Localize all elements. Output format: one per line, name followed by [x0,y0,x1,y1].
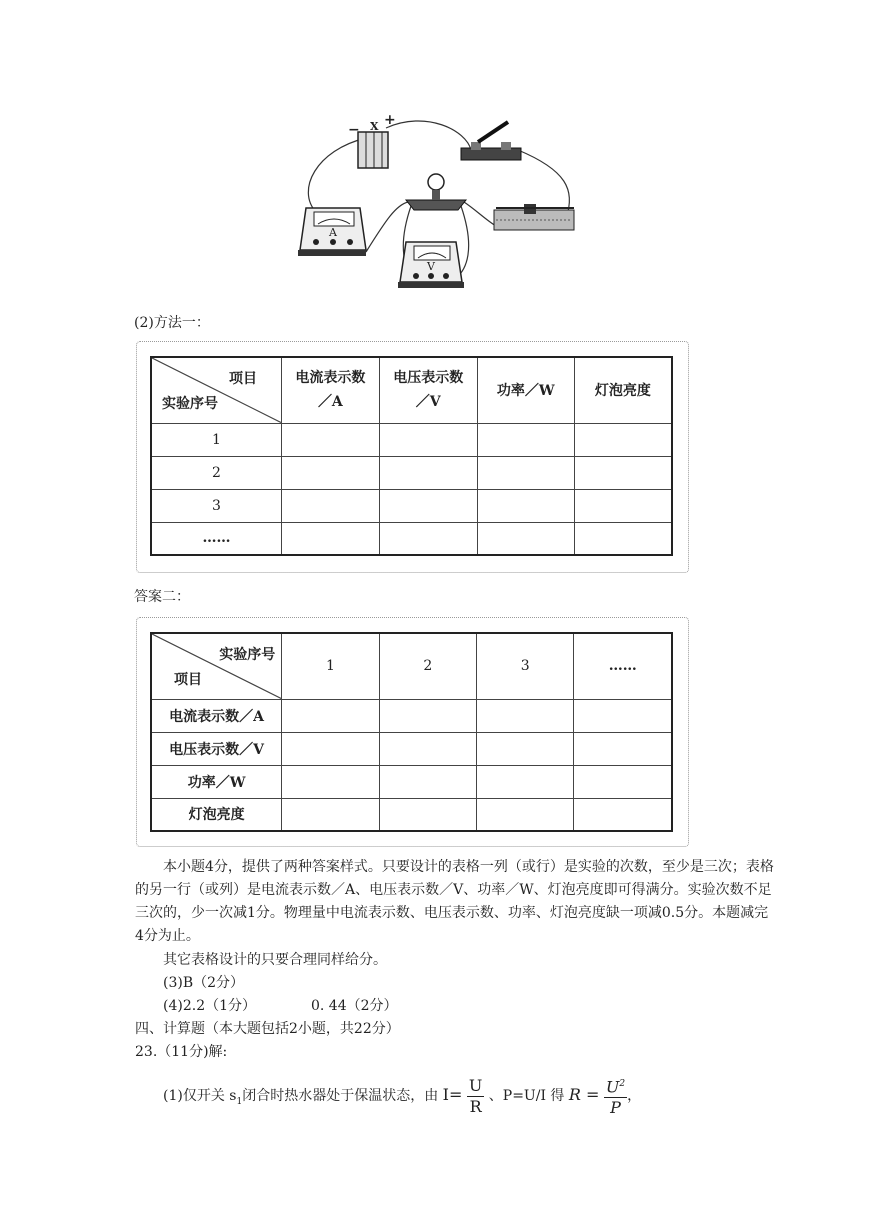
svg-text:X: X [370,120,379,133]
section-heading: 四、计算题（本大题包括2小题，共22分） [135,1021,400,1037]
table2-diag-top: 实验序号 [219,647,276,663]
svg-text:+: + [384,112,396,128]
table1-header-voltage: 电压表示数／V [379,357,477,423]
other-designs-note: 其它表格设计的只要合理同样给分。 [163,952,387,968]
table2-diag-bottom: 项目 [174,671,202,688]
circuit-diagram [296,110,590,302]
answer-part4b: 0. 44（2分） [311,998,398,1014]
table-method-one [150,356,673,556]
diagonal-line [152,358,281,423]
question-23-heading: 23.（11分)解: [135,1044,228,1060]
svg-text:A: A [329,226,337,239]
table2-header-trial: …… [574,633,672,699]
table-answer-two [150,632,673,832]
table1-header-power: 功率／W [477,357,574,423]
table1-row-label: …… [151,522,281,555]
fraction-u2-over-p: $\frac{U^2}{P}$ [604,1074,627,1118]
rheostat-icon [494,204,574,230]
table1-diag-bottom: 实验序号 [162,395,218,412]
fraction-u-over-r: $\frac{U}{R}$ [468,1075,483,1116]
table1-header-brightness: 灯泡亮度 [574,357,672,423]
table1-row-label: 3 [151,489,281,522]
table2-header-trial: 1 [282,633,379,699]
method-one-label: (2)方法一： [134,315,210,331]
table2-row-current: 电流表示数／A [151,699,282,732]
table1-diagonal-header [151,357,281,423]
scoring-paragraph: 本小题4分，提供了两种答案样式。只要设计的表格一列（或行）是实验的次数，至少是三次；表格的另一行（或列）是电流表示数／A、电压表示数／V、功率／W、灯泡亮度即可得满分。实验次数不足三次的，少一次减1分。物理量中电流表示数、电压表示数、功率、灯泡亮度缺一项减0.5分。本题减完4分为止。 [135,859,774,944]
table1-row-label: 2 [151,456,281,489]
svg-text:−: − [348,122,360,138]
table2-header-trial: 3 [477,633,574,699]
voltmeter-icon [398,242,464,288]
table2-row-power: 功率／W [151,765,282,798]
svg-text:V: V [427,260,435,273]
formula-line: (1)仅开关 $s_1$闭合时热水器处于保温状态，由 I= $\frac{U}{R}$ 、P=U/I 得 R = $\frac{U^2}{P}$ ， [163,1075,642,1118]
table1-header-current: 电流表示数／A [281,357,379,423]
table1-row-label: 1 [151,423,281,456]
table2-header-trial: 2 [379,633,476,699]
table1-diag-top: 项目 [228,371,257,387]
table2-row-brightness: 灯泡亮度 [151,798,282,831]
table2-row-voltage: 电压表示数／V [151,732,282,765]
answer-part4a: (4)2.2（1分） [163,998,257,1014]
ammeter-icon [298,208,366,256]
table2-diagonal-header [151,633,282,699]
answer-two-label: 答案二： [134,589,190,605]
answer-part3: (3)B（2分） [163,975,245,991]
